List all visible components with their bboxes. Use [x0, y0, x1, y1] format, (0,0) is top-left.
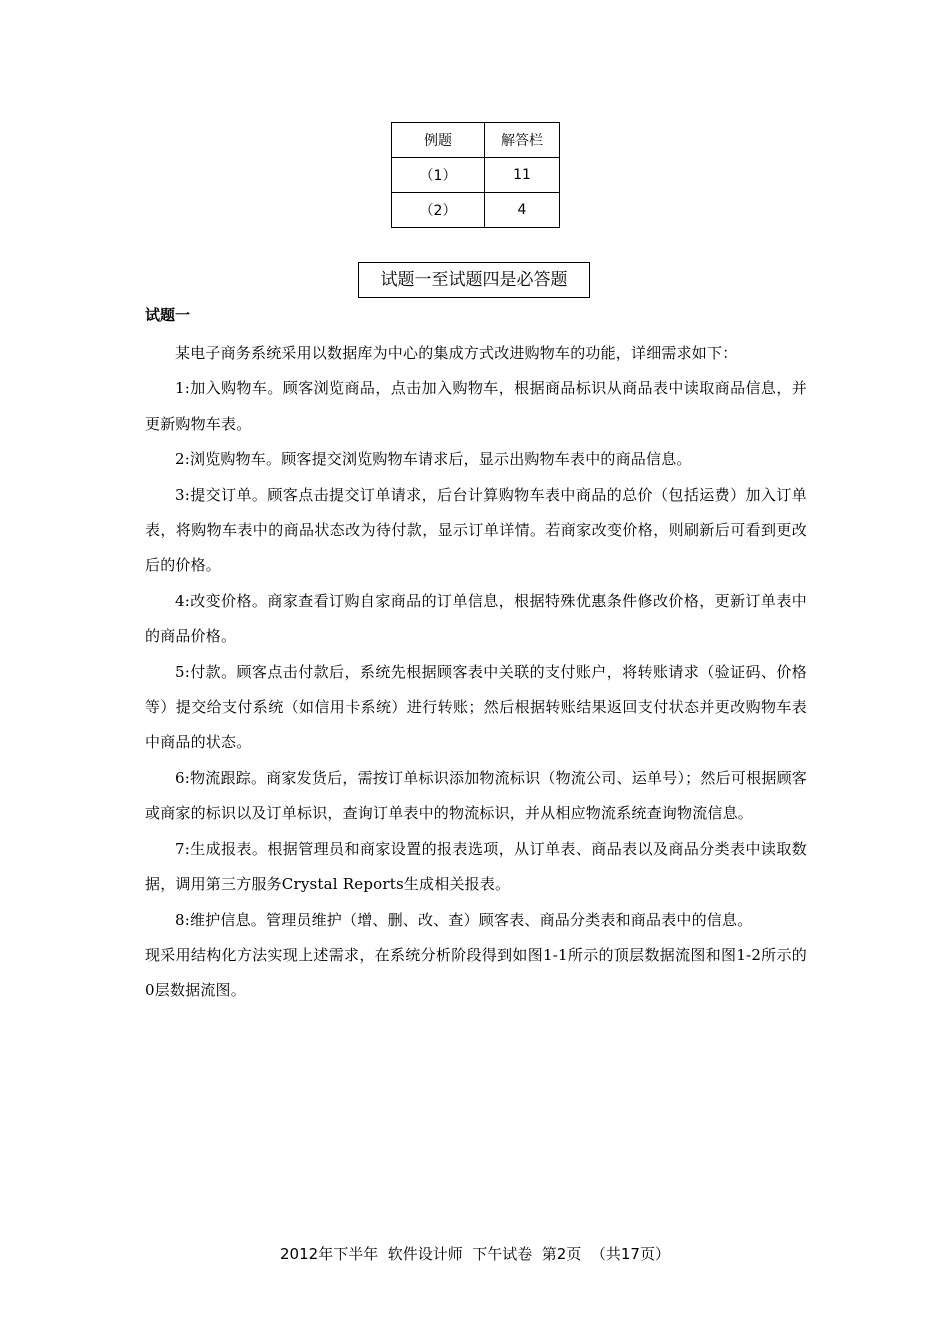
table-cell: 4 — [485, 193, 560, 228]
table-row — [392, 193, 560, 228]
section-title: 试题一 — [145, 306, 191, 324]
table-cell: （2） — [392, 193, 485, 228]
footer-text: 2012年下半年 软件设计师 下午试卷 第2页 （共17页） — [280, 1245, 670, 1263]
table-cell: 11 — [485, 158, 560, 193]
paragraph: 某电子商务系统采用以数据库为中心的集成方式改进购物车的功能，详细需求如下： — [175, 344, 738, 362]
question-body — [145, 336, 807, 1009]
must-answer-notice: 试题一至试题四是必答题 — [358, 262, 590, 298]
paragraph: 1:加入购物车。顾客浏览商品，点击加入购物车，根据商品标识从商品表中读取商品信息，并更新购物车表。 — [145, 379, 807, 433]
table-row — [392, 158, 560, 193]
example-answer-table — [391, 122, 560, 228]
paragraph: 7:生成报表。根据管理员和商家设置的报表选项，从订单表、商品表以及商品分类表中读取数据，调用第三方服务Crystal Reports生成相关报表。 — [145, 839, 807, 894]
page-footer — [0, 1243, 950, 1264]
table-header-cell: 解答栏 — [485, 123, 560, 158]
paragraph: 8:维护信息。管理员维护（增、删、改、查）顾客表、商品分类表和商品表中的信息。 — [175, 910, 753, 929]
paragraph: 6:物流跟踪。商家发货后，需按订单标识添加物流标识（物流公司、运单号）；然后可根据顾客或商家的标识以及订单标识，查询订单表中的物流标识，并从相应物流系统查询物流信息。 — [145, 768, 807, 823]
table-cell: （1） — [392, 158, 485, 193]
table-header-cell: 例题 — [392, 123, 485, 158]
closing-paragraph: 现采用结构化方法实现上述需求，在系统分析阶段得到如图1-1所示的顶层数据流图和图1-2所示的0层数据流图。 — [145, 945, 807, 1000]
paragraph: 2:浏览购物车。顾客提交浏览购物车请求后，显示出购物车表中的商品信息。 — [175, 450, 692, 469]
table-header-row — [392, 123, 560, 158]
paragraph: 3:提交订单。顾客点击提交订单请求，后台计算购物车表中商品的总价（包括运费）加入订单表，将购物车表中的商品状态改为待付款，显示订单详情。若商家改变价格，则刷新后可看到更改后的价格。 — [145, 485, 807, 575]
paragraph: 5:付款。顾客点击付款后，系统先根据顾客表中关联的支付账户，将转账请求（验证码、价格等）提交给支付系统（如信用卡系统）进行转账；然后根据转账结果返回支付状态并更改购物车表中商品的状态。 — [145, 662, 807, 752]
paragraph: 4:改变价格。商家查看订购自家商品的订单信息，根据特殊优惠条件修改价格，更新订单表中的商品价格。 — [145, 591, 807, 646]
